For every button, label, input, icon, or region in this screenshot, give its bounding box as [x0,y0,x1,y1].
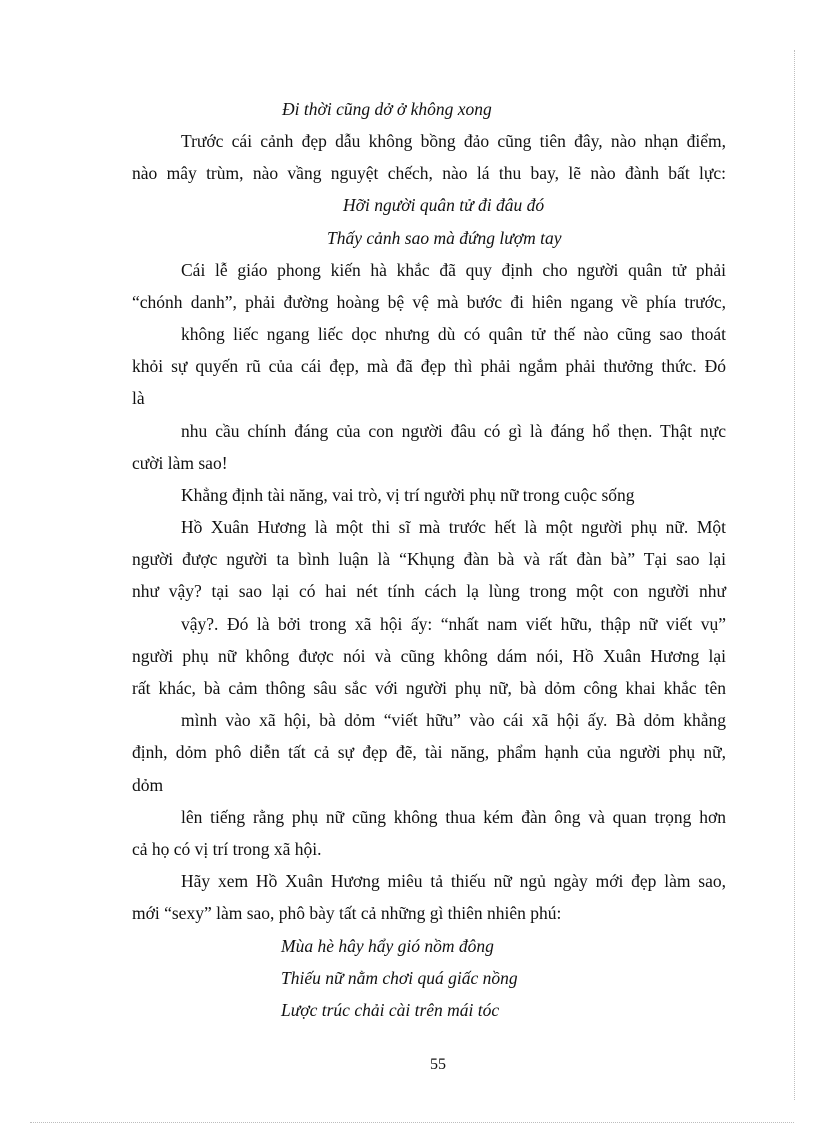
verse-line: Đi thời cũng dở ở không xong [282,99,492,119]
text-line: Khẳng định tài năng, vai trò, vị trí người phụ nữ trong cuộc sống [181,485,635,505]
text-line: Hồ Xuân Hương là một thi sĩ mà trước hết là một người phụ nữ. Một [181,517,726,537]
text-line: người phụ nữ không được nói và cũng không dám nói, Hồ Xuân Hương lại [132,646,726,666]
text-line: định, dỏm phô diễn tất cả sự đẹp đẽ, tài năng, phẩm hạnh của người phụ nữ, [132,742,726,762]
verse-line: Thiếu nữ nằm chơi quá giấc nồng [281,968,518,988]
text-line: nhu cầu chính đáng của con người đâu có gì là đáng hổ thẹn. Thật nực [181,421,726,441]
text-line: Trước cái cảnh đẹp dẫu không bồng đảo cũng tiên đây, nào nhạn điểm, [181,131,726,151]
text-line: người được người ta bình luận là “Khụng đàn bà và rất đàn bà” Tại sao lại [132,549,726,569]
text-line: khỏi sự quyến rũ của cái đẹp, mà đã đẹp thì phải ngắm phải thưởng thức. Đó [132,356,726,376]
text-line: nào mây trùm, nào vầng nguyệt chếch, nào lá thu bay, lẽ nào đành bất lực: [132,163,726,183]
verse-line: Hỡi người quân tử đi đâu đó [343,195,545,215]
text-line: như vậy? tại sao lại có hai nét tính cách lạ lùng trong một con người như [132,581,726,601]
text-line: dỏm [132,775,164,795]
text-line: vậy?. Đó là bởi trong xã hội ấy: “nhất nam viết hữu, thập nữ viết vụ” [181,614,726,634]
text-line: lên tiếng rằng phụ nữ cũng không thua kém đàn ông và quan trọng hơn [181,807,726,827]
verse-line: Mùa hè hây hẩy gió nồm đông [281,936,494,956]
text-line: rất khác, bà cảm thông sâu sắc với người phụ nữ, bà dỏm công khai khắc tên [132,678,726,698]
text-line: mình vào xã hội, bà dỏm “viết hữu” vào cái xã hội ấy. Bà dỏm khẳng [181,710,726,730]
text-line: Cái lễ giáo phong kiến hà khắc đã quy định cho người quân tử phải [181,260,726,280]
text-line: không liếc ngang liếc dọc nhưng dù có quân tử thế nào cũng sao thoát [181,324,726,344]
text-line: “chónh danh”, phải đường hoàng bệ vệ mà bước đi hiên ngang về phía trước, [132,292,726,312]
text-line: Hãy xem Hồ Xuân Hương miêu tả thiếu nữ ngủ ngày mới đẹp làm sao, [181,871,726,891]
text-line: cười làm sao! [132,453,228,473]
page-border-right [794,50,795,1100]
verse-line: Lược trúc chải cài trên mái tóc [281,1000,500,1020]
verse-line: Thấy cảnh sao mà đứng lượm tay [327,228,562,248]
text-line: là [132,388,145,408]
text-line: cả họ có vị trí trong xã hội. [132,839,322,859]
text-line: mới “sexy” làm sao, phô bày tất cả những gì thiên nhiên phú: [132,903,562,923]
page-number: 55 [430,1056,446,1073]
